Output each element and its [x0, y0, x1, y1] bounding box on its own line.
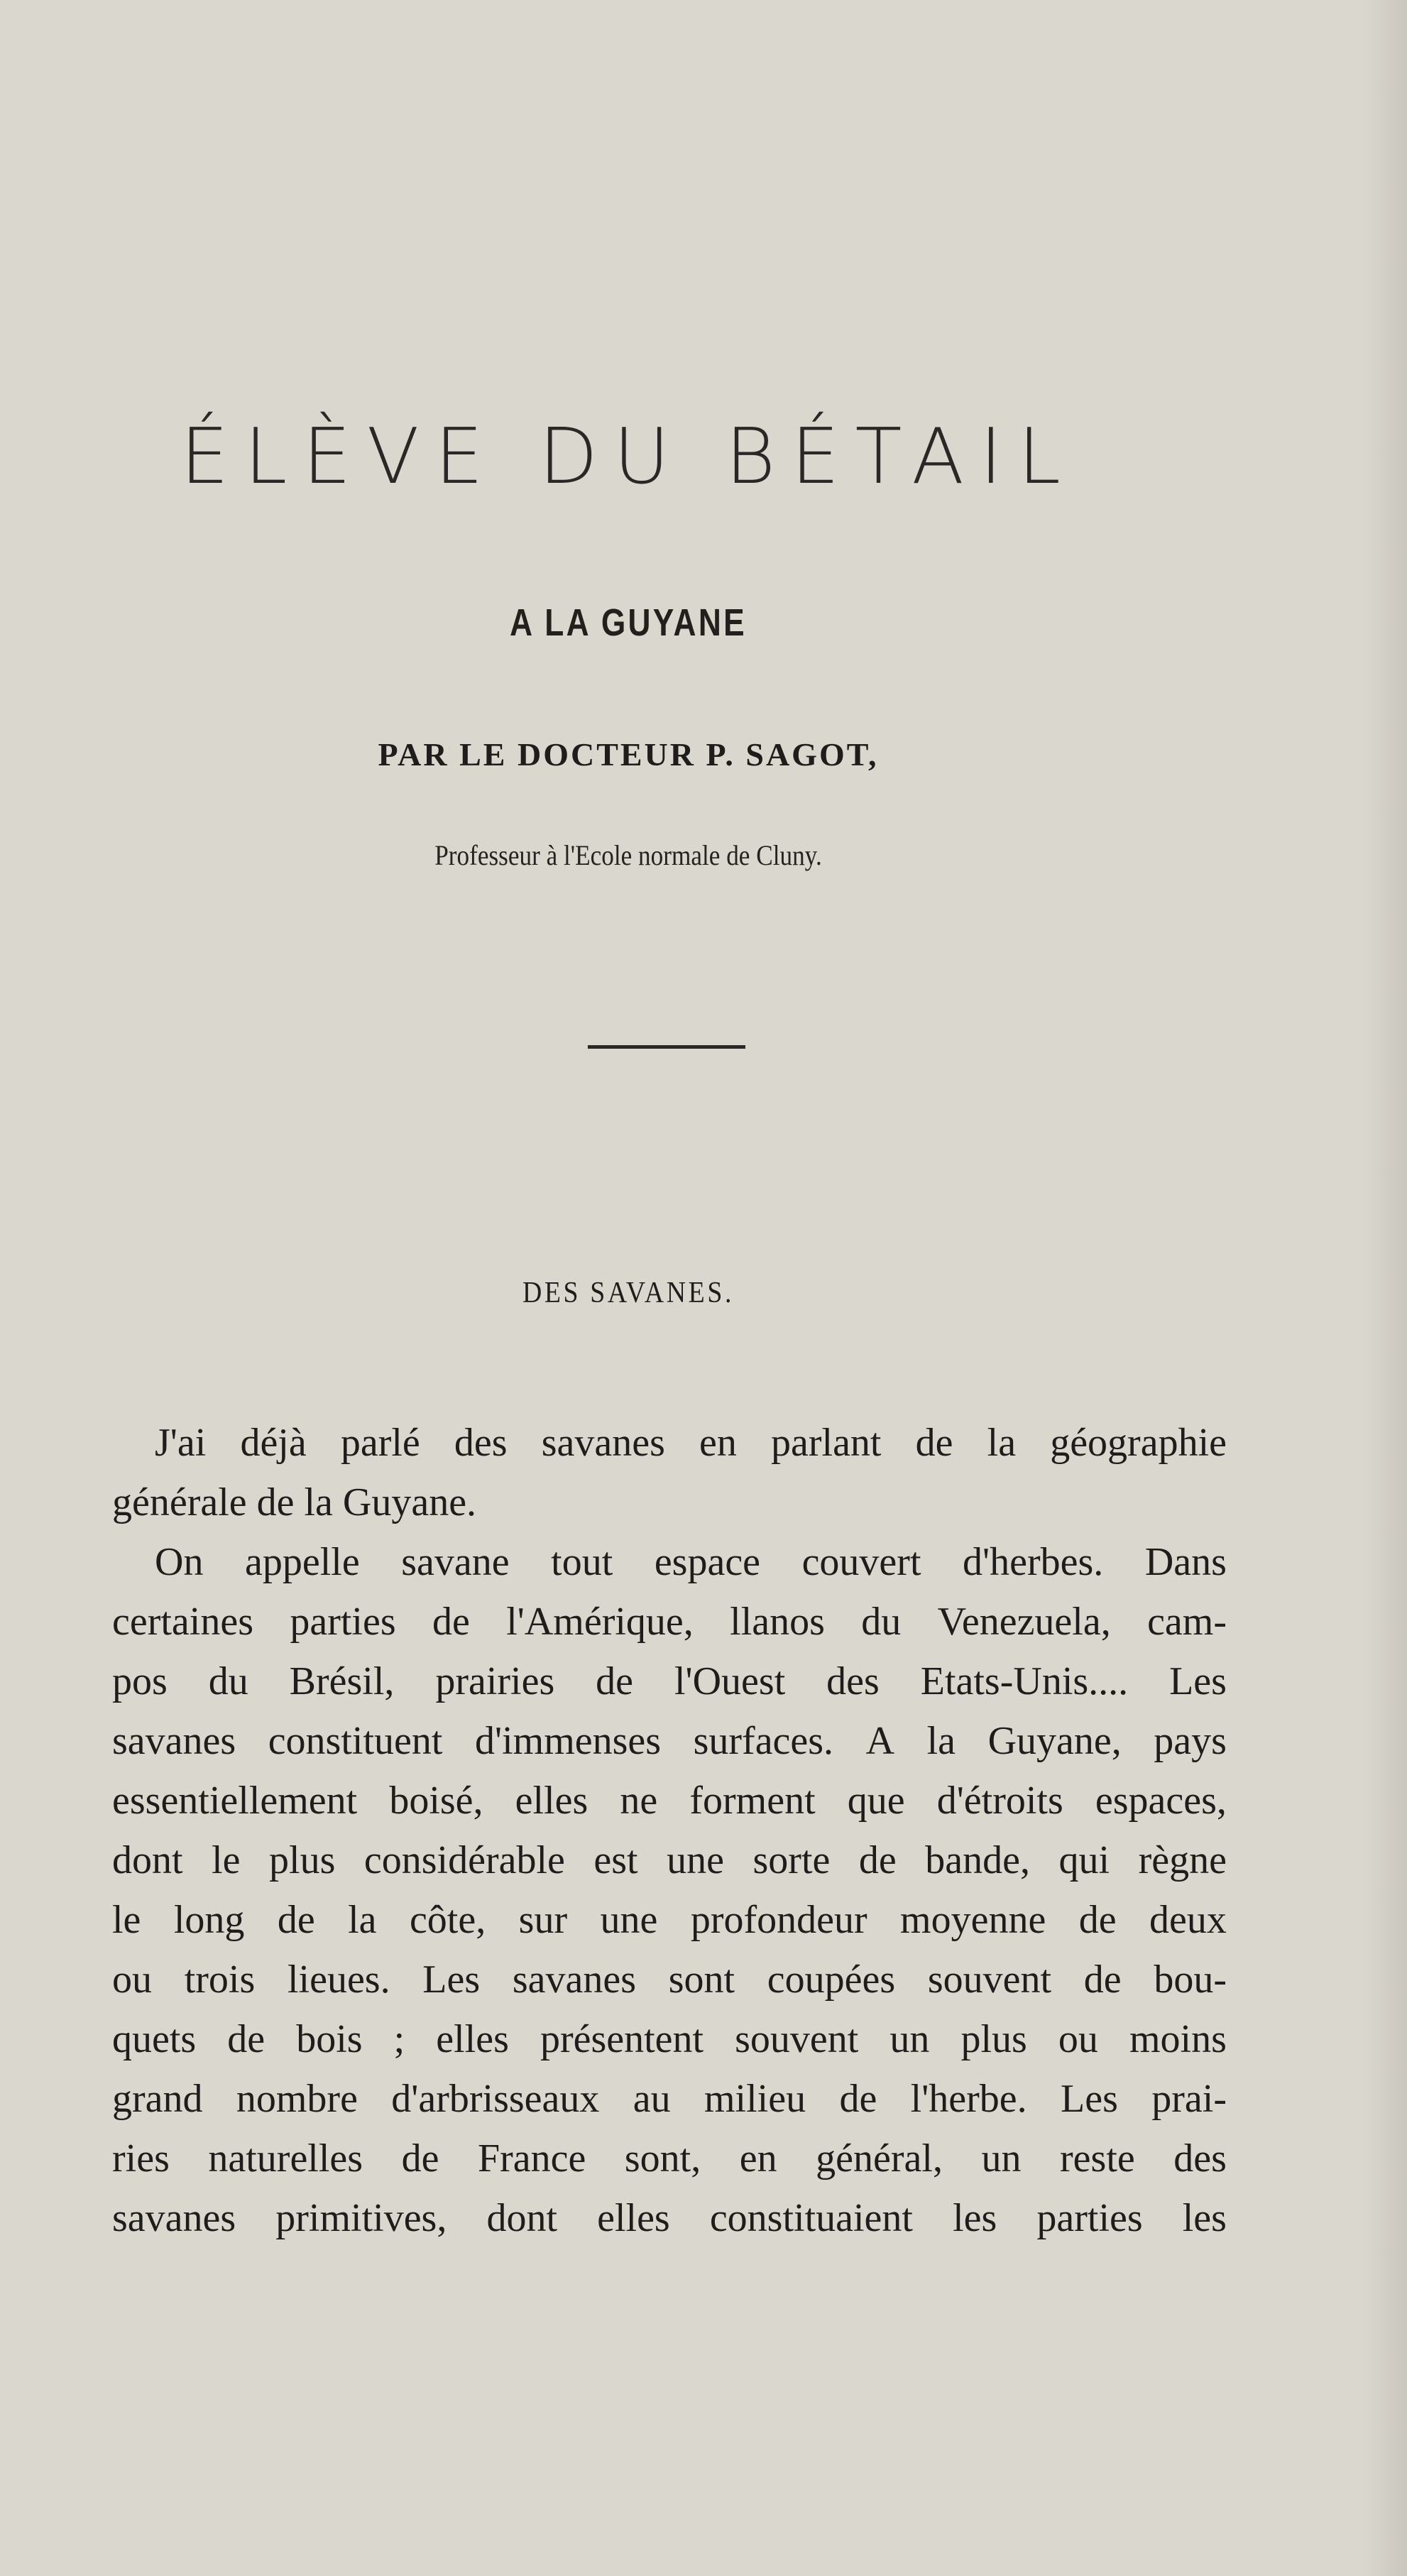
- word: parties: [1036, 2196, 1143, 2240]
- word: des: [454, 1421, 508, 1465]
- article-subtitle: A LA GUYANE: [510, 601, 747, 644]
- word: plus: [960, 2017, 1027, 2061]
- word: quets: [112, 2017, 197, 2061]
- word: la: [987, 1421, 1017, 1465]
- word: en: [699, 1421, 737, 1465]
- word: deux: [1149, 1898, 1227, 1942]
- word: une: [600, 1898, 658, 1942]
- body-text: [112, 1413, 1227, 2248]
- word: parlant: [771, 1421, 882, 1465]
- word: l'Ouest: [674, 1659, 786, 1703]
- word: d'étroits: [936, 1779, 1063, 1823]
- word: Les: [422, 1958, 481, 2002]
- text-line: [112, 1532, 1227, 1592]
- word: savanes: [541, 1421, 665, 1465]
- word: qui: [1058, 1838, 1110, 1882]
- text-line: générale de la Guyane.: [112, 1480, 477, 1524]
- word: cam-: [1147, 1600, 1227, 1644]
- word: ou: [112, 1958, 152, 2002]
- word: France: [478, 2136, 586, 2181]
- text-line: [112, 1413, 1227, 1473]
- word: primitives,: [275, 2196, 447, 2240]
- word: un: [889, 2017, 930, 2061]
- text-line: [112, 1890, 1227, 1950]
- text-line: [112, 2129, 1227, 2188]
- word: sont: [668, 1958, 735, 2002]
- word: sont,: [624, 2136, 701, 2181]
- word: parties: [290, 1600, 396, 1644]
- word: bande,: [925, 1838, 1030, 1882]
- word: prairies: [435, 1659, 555, 1703]
- word: des: [1173, 2136, 1227, 2181]
- word: des: [826, 1659, 880, 1703]
- word: le: [212, 1838, 241, 1882]
- word: parlé: [340, 1421, 420, 1465]
- word: Dans: [1144, 1540, 1227, 1584]
- word: savanes: [512, 1958, 637, 2002]
- text-line: [112, 1652, 1227, 1711]
- word: Brésil,: [289, 1659, 395, 1703]
- word: que: [847, 1779, 905, 1823]
- word: règne: [1138, 1838, 1227, 1882]
- text-line: [112, 1830, 1227, 1890]
- word: de: [277, 1898, 315, 1942]
- word: Les: [1169, 1659, 1227, 1703]
- word: est: [593, 1838, 638, 1882]
- word: boisé,: [389, 1779, 483, 1823]
- word: considérable: [363, 1838, 565, 1882]
- word: sur: [518, 1898, 568, 1942]
- word: côte,: [409, 1898, 486, 1942]
- word: couvert: [801, 1540, 921, 1584]
- word: trois: [184, 1958, 256, 2002]
- word: appelle: [245, 1540, 360, 1584]
- word: du: [208, 1659, 248, 1703]
- word: savane: [401, 1540, 510, 1584]
- word: espaces,: [1095, 1779, 1227, 1823]
- word: pays: [1154, 1719, 1227, 1763]
- word: long: [173, 1898, 245, 1942]
- word: d'immenses: [475, 1719, 662, 1763]
- word: constituaient: [709, 2196, 913, 2240]
- word: de: [227, 2017, 265, 2061]
- word: pos: [112, 1659, 168, 1703]
- word: prai-: [1151, 2077, 1227, 2121]
- word: savanes: [112, 2196, 236, 2240]
- word: de: [915, 1421, 953, 1465]
- word: un: [981, 2136, 1022, 2181]
- word: du: [861, 1600, 902, 1644]
- section-heading: DES SAVANES.: [522, 1277, 735, 1309]
- word: la: [926, 1719, 956, 1763]
- word: souvent: [927, 1958, 1052, 2002]
- word: présentent: [540, 2017, 704, 2061]
- word: elles: [515, 1779, 588, 1823]
- word: elles: [597, 2196, 670, 2240]
- text-line: [112, 1950, 1227, 2009]
- word: constituent: [268, 1719, 443, 1763]
- word: ou: [1058, 2017, 1098, 2061]
- word: Venezuela,: [937, 1600, 1111, 1644]
- text-line: [112, 1592, 1227, 1652]
- author-affiliation: Professeur à l'Ecole normale de Cluny.: [434, 839, 822, 871]
- word: général,: [816, 2136, 943, 2181]
- word: la: [348, 1898, 377, 1942]
- word: l'Amérique,: [506, 1600, 694, 1644]
- word: géographie: [1050, 1421, 1227, 1465]
- word: au: [633, 2077, 671, 2121]
- word: reste: [1060, 2136, 1135, 2181]
- word: de: [401, 2136, 439, 2181]
- word: souvent: [735, 2017, 859, 2061]
- word: llanos: [730, 1600, 825, 1644]
- page-edge-shadow: [1364, 0, 1407, 2576]
- author-line: PAR LE DOCTEUR P. SAGOT,: [378, 736, 879, 773]
- word: dont: [486, 2196, 557, 2240]
- word: de: [1078, 1898, 1117, 1942]
- word: de: [432, 1600, 470, 1644]
- word: milieu: [704, 2077, 806, 2121]
- word: certaines: [112, 1600, 253, 1644]
- word: une: [667, 1838, 724, 1882]
- word: de: [858, 1838, 897, 1882]
- word: sorte: [752, 1838, 831, 1882]
- word: d'arbrisseaux: [391, 2077, 600, 2121]
- word: les: [953, 2196, 997, 2240]
- text-line: [112, 2069, 1227, 2129]
- word: Guyane,: [987, 1719, 1122, 1763]
- word: profondeur: [690, 1898, 867, 1942]
- word: surfaces.: [693, 1719, 834, 1763]
- text-line: [112, 1711, 1227, 1771]
- word: de: [1083, 1958, 1122, 2002]
- word: le: [112, 1898, 141, 1942]
- word: savanes: [112, 1719, 236, 1763]
- word: coupées: [767, 1958, 896, 2002]
- word: lieues.: [287, 1958, 390, 2002]
- word: l'herbe.: [910, 2077, 1027, 2121]
- word: bou-: [1154, 1958, 1227, 2002]
- text-line: [112, 2009, 1227, 2069]
- word: tout: [551, 1540, 613, 1584]
- word: d'herbes.: [963, 1540, 1104, 1584]
- word: en: [739, 2136, 777, 2181]
- article-title: ÉLÈVE DU BÉTAIL: [180, 413, 1077, 501]
- word: ne: [620, 1779, 658, 1823]
- word: nombre: [236, 2077, 358, 2121]
- text-line: [112, 1771, 1227, 1830]
- word: de: [839, 2077, 877, 2121]
- section-divider: [588, 1045, 745, 1049]
- word: J'ai: [155, 1421, 207, 1465]
- word: moins: [1129, 2017, 1227, 2061]
- word: de: [596, 1659, 634, 1703]
- word: elles: [436, 2017, 509, 2061]
- word: Etats-Unis....: [920, 1659, 1129, 1703]
- word: Les: [1061, 2077, 1118, 2121]
- word: les: [1182, 2196, 1227, 2240]
- word: ;: [393, 2017, 405, 2061]
- word: ries: [112, 2136, 170, 2181]
- word: dont: [112, 1838, 183, 1882]
- word: bois: [296, 2017, 363, 2061]
- word: naturelles: [208, 2136, 363, 2181]
- word: forment: [689, 1779, 816, 1823]
- word: moyenne: [900, 1898, 1046, 1942]
- text-line: [112, 2188, 1227, 2248]
- word: plus: [269, 1838, 336, 1882]
- word: On: [155, 1540, 204, 1584]
- word: grand: [112, 2077, 203, 2121]
- word: essentiellement: [112, 1779, 358, 1823]
- word: A: [865, 1719, 895, 1763]
- word: espace: [654, 1540, 761, 1584]
- word: déjà: [240, 1421, 307, 1465]
